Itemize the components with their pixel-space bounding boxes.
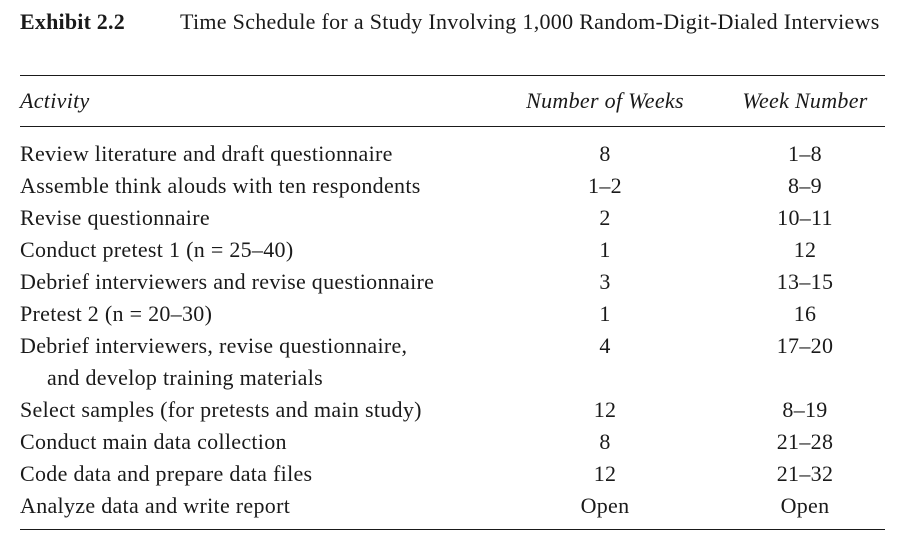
activity-text: Conduct main data collection (20, 429, 287, 454)
activity-cell (20, 202, 500, 234)
week-number-cell: 21–32 (776, 461, 834, 486)
number-of-weeks-cell: 1 (599, 237, 611, 262)
activity-cell (20, 138, 500, 170)
activity-text: Pretest 2 (n = 20–30) (20, 301, 213, 326)
activity-text-continued: and develop training materials (47, 365, 323, 390)
week-number-cell: Open (780, 493, 830, 518)
week-number-cell: 10–11 (777, 205, 833, 230)
exhibit-title: Time Schedule for a Study Involving 1,000 Random-Digit-Dialed Interviews (180, 9, 880, 34)
number-of-weeks-cell: 12 (593, 397, 617, 422)
table-row (0, 298, 899, 330)
column-header-week-number: Week Number (742, 88, 868, 113)
table-row (0, 490, 899, 522)
activity-text: Conduct pretest 1 (n = 25–40) (20, 237, 294, 262)
number-of-weeks-cell: 2 (599, 205, 611, 230)
table-row (0, 458, 899, 490)
activity-text: Debrief interviewers, revise questionnaire, (20, 333, 408, 358)
column-header-activity: Activity (20, 88, 90, 113)
activity-cell (20, 330, 500, 394)
table-row (0, 266, 899, 298)
exhibit-label: Exhibit 2.2 (20, 9, 125, 34)
activity-text: Assemble think alouds with ten respondents (20, 173, 421, 198)
number-of-weeks-cell: 3 (599, 269, 611, 294)
table-body (0, 138, 899, 522)
week-number-cell: 17–20 (776, 333, 834, 358)
week-number-cell: 1–8 (788, 141, 822, 166)
header-rule (20, 126, 885, 127)
activity-cell (20, 490, 500, 522)
table-row (0, 426, 899, 458)
number-of-weeks-cell: Open (580, 493, 630, 518)
column-header-number-of-weeks: Number of Weeks (526, 88, 684, 113)
number-of-weeks-cell: 4 (599, 333, 611, 358)
number-of-weeks-cell: 8 (599, 141, 611, 166)
activity-text: Debrief interviewers and revise questionnaire (20, 269, 435, 294)
activity-cell (20, 458, 500, 490)
activity-cell (20, 426, 500, 458)
table-row (0, 138, 899, 170)
activity-text: Revise questionnaire (20, 205, 210, 230)
number-of-weeks-cell: 12 (593, 461, 617, 486)
activity-cell (20, 234, 500, 266)
number-of-weeks-cell: 1–2 (588, 173, 622, 198)
number-of-weeks-cell: 1 (599, 301, 611, 326)
activity-cell (20, 394, 500, 426)
table-bottom-rule (20, 529, 885, 530)
week-number-cell: 13–15 (776, 269, 834, 294)
activity-text: Review literature and draft questionnaire (20, 141, 393, 166)
activity-cell (20, 298, 500, 330)
activity-cell (20, 170, 500, 202)
table-row (0, 234, 899, 266)
table-row (0, 330, 899, 394)
week-number-cell: 16 (793, 301, 817, 326)
activity-cell (20, 266, 500, 298)
week-number-cell: 21–28 (776, 429, 834, 454)
week-number-cell: 8–19 (782, 397, 828, 422)
table-row (0, 170, 899, 202)
activity-text: Select samples (for pretests and main study) (20, 397, 422, 422)
week-number-cell: 8–9 (788, 173, 822, 198)
activity-text: Code data and prepare data files (20, 461, 313, 486)
number-of-weeks-cell: 8 (599, 429, 611, 454)
week-number-cell: 12 (793, 237, 817, 262)
activity-text: Analyze data and write report (20, 493, 291, 518)
table-row (0, 394, 899, 426)
table-row (0, 202, 899, 234)
table-top-rule (20, 75, 885, 76)
